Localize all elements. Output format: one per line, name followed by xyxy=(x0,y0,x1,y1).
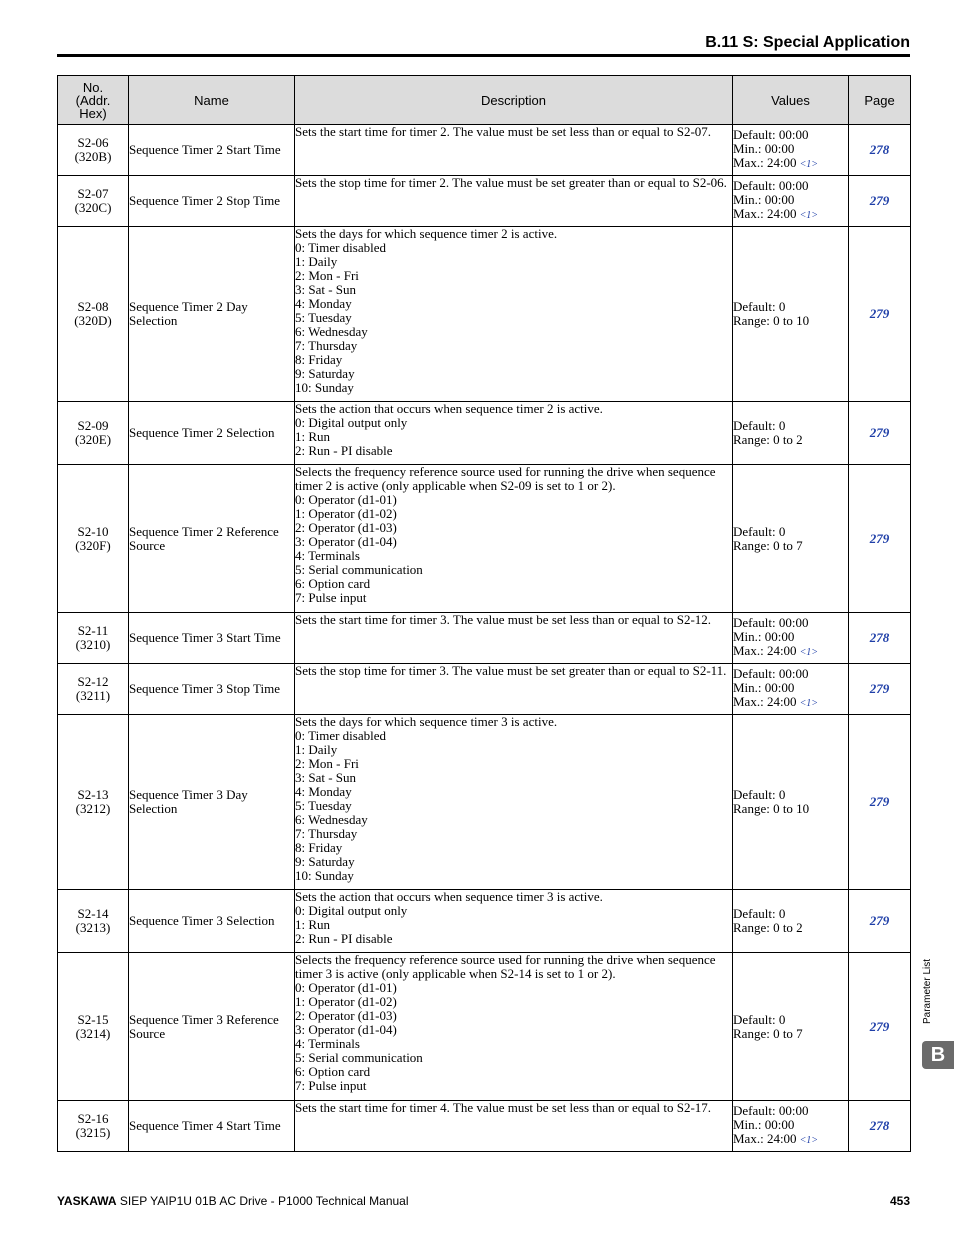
description-line: 1: Operator (d1-02) xyxy=(295,994,397,1009)
param-number: S2-16 xyxy=(77,1111,109,1126)
param-number: S2-14 xyxy=(77,906,109,921)
param-number-cell xyxy=(58,613,129,664)
page-link[interactable]: 279 xyxy=(869,1018,890,1034)
value-text: Min.: 00:00 xyxy=(733,1117,795,1132)
description-line: 1: Daily xyxy=(295,742,338,757)
value-line xyxy=(733,1027,848,1041)
col-header-label: Name xyxy=(194,92,229,108)
col-header-label: Values xyxy=(771,92,810,108)
param-address: (3214) xyxy=(75,1025,111,1041)
param-values xyxy=(733,890,849,953)
param-number-cell xyxy=(58,176,129,227)
footnote-link[interactable]: <1> xyxy=(799,1135,819,1146)
value-text: Default: 00:00 xyxy=(733,127,809,142)
table-row xyxy=(58,402,911,465)
param-values xyxy=(733,715,849,890)
page-link[interactable]: 279 xyxy=(869,530,890,546)
description-line: 5: Tuesday xyxy=(295,798,352,813)
param-number: S2-10 xyxy=(77,523,109,539)
value-text: Range: 0 to 10 xyxy=(733,801,810,816)
param-address: (3212) xyxy=(75,801,111,816)
param-description xyxy=(295,227,733,402)
footer xyxy=(57,1194,910,1208)
param-values xyxy=(733,176,849,227)
description-line: 1: Daily xyxy=(295,254,338,269)
table-header-row xyxy=(58,76,911,125)
param-address: (320E) xyxy=(74,432,112,447)
value-line xyxy=(733,142,848,156)
value-text: Max.: 24:00 xyxy=(733,643,797,658)
description-line: 2: Mon - Fri xyxy=(295,268,359,283)
description-line: 7: Pulse input xyxy=(295,1078,367,1093)
param-name: Sequence Timer 2 Selection xyxy=(129,402,295,465)
col-header-label: Page xyxy=(864,92,895,108)
param-name: Sequence Timer 3 Day Selection xyxy=(129,715,295,890)
description-line: Selects the frequency reference source used for running the drive when sequence timer 2 is active (only applicable when S2-09 is set to 1 or 2). xyxy=(295,464,716,493)
col-header-values xyxy=(733,76,849,125)
value-text: Max.: 24:00 xyxy=(733,694,797,709)
value-line xyxy=(733,802,848,816)
description-line: 3: Operator (d1-04) xyxy=(295,1022,397,1037)
value-text: Default: 0 xyxy=(733,1011,786,1027)
description-line: 1: Run xyxy=(295,429,331,444)
description-line: Sets the action that occurs when sequence timer 3 is active. xyxy=(295,889,603,904)
value-text: Min.: 00:00 xyxy=(733,192,795,207)
description-line: 3: Sat - Sun xyxy=(295,770,357,785)
footer-brand: YASKAWA xyxy=(57,1194,117,1208)
value-line xyxy=(733,644,848,660)
description-line: 0: Operator (d1-01) xyxy=(295,492,397,507)
param-number: S2-07 xyxy=(77,186,109,201)
description-line: Sets the stop time for timer 2. The value must be set greater than or equal to S2-06. xyxy=(295,175,727,190)
value-line xyxy=(733,667,848,681)
value-line xyxy=(733,525,848,539)
description-line: 3: Operator (d1-04) xyxy=(295,534,397,549)
description-line: 2: Mon - Fri xyxy=(295,756,359,771)
param-description xyxy=(295,613,733,664)
description-line: 0: Digital output only xyxy=(295,903,408,918)
value-line xyxy=(733,179,848,193)
value-text: Min.: 00:00 xyxy=(733,141,795,156)
description-line: 8: Friday xyxy=(295,840,343,855)
param-name: Sequence Timer 2 Start Time xyxy=(129,125,295,176)
description-line: 10: Sunday xyxy=(295,380,354,395)
description-line: 1: Run xyxy=(295,917,331,932)
description-line: 9: Saturday xyxy=(295,854,355,869)
value-line xyxy=(733,300,848,314)
value-text: Default: 00:00 xyxy=(733,178,809,193)
description-line: 0: Timer disabled xyxy=(295,728,387,743)
value-line xyxy=(733,630,848,644)
value-text: Default: 0 xyxy=(733,787,786,802)
param-description xyxy=(295,953,733,1101)
param-number: S2-13 xyxy=(77,787,109,802)
description-line: 2: Operator (d1-03) xyxy=(295,1008,397,1023)
description-line: 1: Operator (d1-02) xyxy=(295,506,397,521)
value-line xyxy=(733,1132,848,1148)
page-cell xyxy=(849,953,911,1101)
table-row xyxy=(58,613,911,664)
param-values xyxy=(733,664,849,715)
param-values xyxy=(733,125,849,176)
footer-page-number: 453 xyxy=(889,1194,910,1208)
side-tab-label: Parameter List xyxy=(922,958,933,1024)
description-line: 5: Tuesday xyxy=(295,310,352,325)
page-cell xyxy=(849,402,911,465)
description-line: 8: Friday xyxy=(295,352,343,367)
param-number: S2-15 xyxy=(77,1011,109,1027)
value-line xyxy=(733,1118,848,1132)
value-text: Min.: 00:00 xyxy=(733,629,795,644)
page-link[interactable]: 279 xyxy=(869,306,890,321)
description-line: 5: Serial communication xyxy=(295,562,423,577)
value-text: Max.: 24:00 xyxy=(733,155,797,170)
top-rule xyxy=(57,54,910,57)
description-line: 3: Sat - Sun xyxy=(295,282,357,297)
table-row xyxy=(58,664,911,715)
col-header-description xyxy=(295,76,733,125)
col-header-label: No. (Addr. Hex) xyxy=(75,79,111,121)
page-cell xyxy=(849,227,911,402)
param-description xyxy=(295,402,733,465)
description-line: 4: Terminals xyxy=(295,1036,360,1051)
description-line: 4: Monday xyxy=(295,296,352,311)
col-header-name xyxy=(129,76,295,125)
param-description xyxy=(295,715,733,890)
param-number-cell xyxy=(58,715,129,890)
param-number-cell xyxy=(58,953,129,1101)
value-text: Default: 00:00 xyxy=(733,615,809,630)
parameter-table xyxy=(57,75,911,1152)
description-line: 6: Wednesday xyxy=(295,812,368,827)
value-line xyxy=(733,193,848,207)
value-line xyxy=(733,314,848,328)
param-description xyxy=(295,664,733,715)
col-header-no xyxy=(58,76,129,125)
description-line: 6: Option card xyxy=(295,576,371,591)
value-text: Default: 00:00 xyxy=(733,1103,809,1118)
param-description xyxy=(295,890,733,953)
description-line: 0: Operator (d1-01) xyxy=(295,980,397,995)
col-header-label: Description xyxy=(480,92,547,108)
description-line: 10: Sunday xyxy=(295,868,354,883)
param-description xyxy=(295,465,733,613)
value-text: Max.: 24:00 xyxy=(733,1131,797,1146)
value-text: Range: 0 to 10 xyxy=(733,313,810,328)
value-line xyxy=(733,207,848,223)
section-title: B.11 S: Special Application xyxy=(705,34,910,51)
page-cell xyxy=(849,465,911,613)
value-text: Default: 0 xyxy=(733,523,786,539)
param-values xyxy=(733,1101,849,1152)
param-number-cell xyxy=(58,664,129,715)
page-cell xyxy=(849,125,911,176)
value-line xyxy=(733,539,848,553)
param-number-cell xyxy=(58,465,129,613)
param-values xyxy=(733,402,849,465)
description-line: 2: Operator (d1-03) xyxy=(295,520,397,535)
param-number-cell xyxy=(58,1101,129,1152)
param-name: Sequence Timer 2 Stop Time xyxy=(129,176,295,227)
footnote-link[interactable]: <1> xyxy=(799,698,819,709)
description-line: 9: Saturday xyxy=(295,366,355,381)
value-text: Default: 0 xyxy=(733,418,786,433)
description-line: 2: Run - PI disable xyxy=(295,443,393,458)
table-row xyxy=(58,227,911,402)
param-address: (3211) xyxy=(75,688,111,703)
page-link[interactable]: 278 xyxy=(869,142,890,157)
description-line: 5: Serial communication xyxy=(295,1050,423,1065)
value-line xyxy=(733,681,848,695)
param-name: Sequence Timer 4 Start Time xyxy=(129,1101,295,1152)
value-line xyxy=(733,616,848,630)
page-cell xyxy=(849,664,911,715)
description-line: 2: Run - PI disable xyxy=(295,931,393,946)
table-row xyxy=(58,890,911,953)
param-values xyxy=(733,227,849,402)
value-text: Default: 0 xyxy=(733,906,786,921)
description-line: Sets the start time for timer 4. The value must be set less than or equal to S2-17. xyxy=(295,1100,712,1115)
page-cell xyxy=(849,613,911,664)
description-line: Sets the days for which sequence timer 2 is active. xyxy=(295,226,558,241)
page-cell xyxy=(849,715,911,890)
param-address: (320C) xyxy=(74,200,112,215)
page-link[interactable]: 279 xyxy=(869,193,890,208)
side-tab-letter[interactable]: B xyxy=(922,1041,954,1069)
value-line xyxy=(733,788,848,802)
param-name: Sequence Timer 3 Reference Source xyxy=(129,953,295,1101)
param-name: Sequence Timer 2 Reference Source xyxy=(129,465,295,613)
param-address: (320D) xyxy=(74,313,112,328)
description-line: 6: Wednesday xyxy=(295,324,368,339)
param-address: (3215) xyxy=(75,1125,111,1140)
description-line: Sets the start time for timer 3. The value must be set less than or equal to S2-12. xyxy=(295,612,712,627)
param-name: Sequence Timer 3 Selection xyxy=(129,890,295,953)
param-values xyxy=(733,613,849,664)
value-line xyxy=(733,907,848,921)
param-address: (320B) xyxy=(74,149,112,164)
description-line: 7: Thursday xyxy=(295,338,358,353)
page-cell xyxy=(849,1101,911,1152)
param-address: (3210) xyxy=(75,637,111,652)
param-number: S2-06 xyxy=(77,135,109,150)
footnote-link[interactable]: <1> xyxy=(799,159,819,170)
param-number: S2-12 xyxy=(77,674,109,689)
param-description xyxy=(295,125,733,176)
param-number-cell xyxy=(58,227,129,402)
table-row xyxy=(58,465,911,613)
value-line xyxy=(733,1013,848,1027)
description-line: 7: Thursday xyxy=(295,826,358,841)
table-row xyxy=(58,176,911,227)
page-link[interactable]: 279 xyxy=(869,794,890,809)
param-values xyxy=(733,465,849,613)
footnote-link[interactable]: <1> xyxy=(799,210,819,221)
value-text: Default: 00:00 xyxy=(733,666,809,681)
description-line: 4: Terminals xyxy=(295,548,360,563)
footer-manual-title: SIEP YAIP1U 01B AC Drive - P1000 Technical Manual xyxy=(119,1194,409,1208)
value-text: Max.: 24:00 xyxy=(733,206,797,221)
param-number: S2-08 xyxy=(77,299,109,314)
description-line: 0: Timer disabled xyxy=(295,240,387,255)
page-link[interactable]: 278 xyxy=(869,1118,890,1133)
description-line: 0: Digital output only xyxy=(295,415,408,430)
param-number-cell xyxy=(58,402,129,465)
value-text: Range: 0 to 7 xyxy=(733,537,803,553)
table-row xyxy=(58,1101,911,1152)
param-description xyxy=(295,176,733,227)
description-line: Sets the action that occurs when sequence timer 2 is active. xyxy=(295,401,603,416)
description-line: 6: Option card xyxy=(295,1064,371,1079)
param-name: Sequence Timer 3 Stop Time xyxy=(129,664,295,715)
param-number: S2-11 xyxy=(77,623,109,638)
col-header-page xyxy=(849,76,911,125)
param-address: (320F) xyxy=(75,537,111,553)
value-text: Range: 0 to 7 xyxy=(733,1025,803,1041)
description-line: 7: Pulse input xyxy=(295,590,367,605)
description-line: Sets the stop time for timer 3. The value must be set greater than or equal to S2-11. xyxy=(295,663,727,678)
value-line xyxy=(733,433,848,447)
value-line xyxy=(733,128,848,142)
param-name: Sequence Timer 3 Start Time xyxy=(129,613,295,664)
value-text: Range: 0 to 2 xyxy=(733,432,803,447)
footnote-link[interactable]: <1> xyxy=(799,647,819,658)
table-row xyxy=(58,715,911,890)
param-description xyxy=(295,1101,733,1152)
page-link[interactable]: 279 xyxy=(869,681,890,696)
value-line xyxy=(733,156,848,172)
description-line: Sets the start time for timer 2. The value must be set less than or equal to S2-07. xyxy=(295,124,712,139)
param-number: S2-09 xyxy=(77,418,109,433)
page-link[interactable]: 279 xyxy=(869,913,890,928)
param-number-cell xyxy=(58,890,129,953)
param-name: Sequence Timer 2 Day Selection xyxy=(129,227,295,402)
value-line xyxy=(733,1104,848,1118)
description-line: 4: Monday xyxy=(295,784,352,799)
param-number-cell xyxy=(58,125,129,176)
value-text: Range: 0 to 2 xyxy=(733,920,803,935)
table-row xyxy=(58,125,911,176)
value-text: Default: 0 xyxy=(733,299,786,314)
param-address: (3213) xyxy=(75,920,111,935)
value-line xyxy=(733,921,848,935)
param-values xyxy=(733,953,849,1101)
value-text: Min.: 00:00 xyxy=(733,680,795,695)
description-line: Sets the days for which sequence timer 3 is active. xyxy=(295,714,558,729)
page-cell xyxy=(849,176,911,227)
page-link[interactable]: 279 xyxy=(869,425,890,440)
table-row xyxy=(58,953,911,1101)
page-cell xyxy=(849,890,911,953)
value-line xyxy=(733,695,848,711)
value-line xyxy=(733,419,848,433)
description-line: Selects the frequency reference source used for running the drive when sequence timer 3 is active (only applicable when S2-14 is set to 1 or 2). xyxy=(295,952,716,981)
page-link[interactable]: 278 xyxy=(869,630,890,645)
